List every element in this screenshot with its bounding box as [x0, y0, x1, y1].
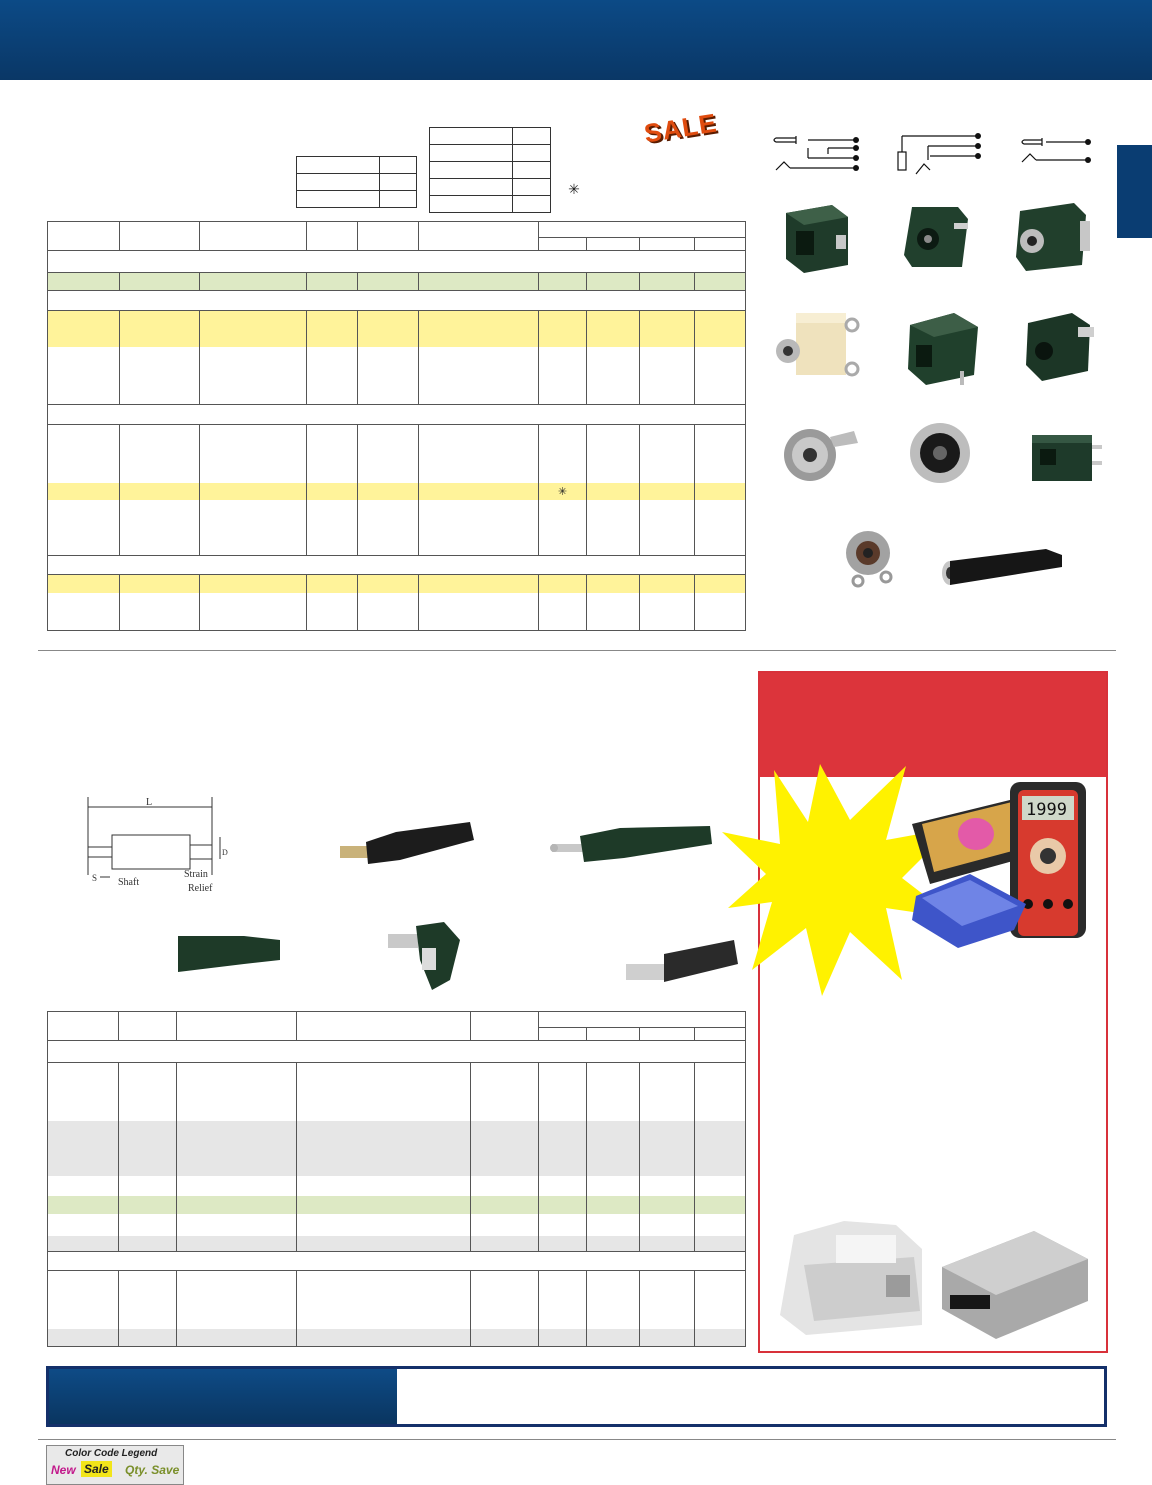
- multimeter-display: 1999: [1026, 800, 1067, 820]
- mini-table-left: [296, 156, 417, 208]
- table-row[interactable]: [48, 1271, 746, 1329]
- table-row[interactable]: [48, 575, 746, 593]
- section-side-tab[interactable]: [1117, 145, 1152, 238]
- section-row: [48, 251, 746, 273]
- plug-product-images: [140, 810, 750, 1000]
- printer-icon: [780, 1221, 922, 1335]
- table-row[interactable]: [48, 329, 746, 347]
- dc-jack-image-4: [908, 313, 978, 385]
- table-header-row: [48, 222, 746, 238]
- header-band: [0, 0, 1152, 80]
- starburst-icon: [722, 764, 954, 996]
- section-row: [48, 405, 746, 425]
- sale-badge: SALE: [642, 107, 720, 149]
- right-angle-plug-image: [388, 922, 460, 990]
- table-row[interactable]: [48, 347, 746, 405]
- legend-qty-save: Qty. Save: [125, 1463, 180, 1477]
- dc-jack-image-1: [786, 205, 848, 273]
- power-supply-icon: [942, 1231, 1088, 1339]
- table-row[interactable]: [48, 483, 746, 500]
- dim-s-label: S: [92, 873, 98, 883]
- stereo-jack-image: [776, 313, 858, 375]
- table-row[interactable]: [48, 500, 746, 556]
- note-star: ✳: [568, 181, 580, 197]
- legend-sale: Sale: [81, 1461, 112, 1477]
- jack-product-images: [770, 195, 1120, 595]
- table-row[interactable]: [48, 1063, 746, 1121]
- legend-new: New: [51, 1463, 76, 1477]
- relief-label: Relief: [188, 883, 213, 894]
- legend-title: Color Code Legend: [65, 1448, 158, 1459]
- table-row[interactable]: [48, 1214, 746, 1236]
- color-code-legend: [46, 1445, 184, 1485]
- mono-plug-image: [550, 826, 712, 862]
- dim-length-label: L: [146, 797, 153, 808]
- section-divider: [38, 650, 1116, 651]
- panel-jack-image-1: [784, 429, 858, 481]
- mini-table-right: [429, 127, 551, 213]
- table-header-row: [48, 1012, 746, 1028]
- section-row: [48, 556, 746, 575]
- strain-label: Strain: [184, 869, 208, 880]
- dc-jack-image-2: [904, 207, 968, 267]
- inline-jack-image: [942, 549, 1062, 585]
- table-row[interactable]: [48, 593, 746, 631]
- usb-hub-icon: [912, 874, 1026, 948]
- row-star: ✳: [539, 483, 587, 500]
- schematic-icon-2: [898, 136, 978, 174]
- promo-artwork: [722, 758, 1112, 1008]
- section-row: [48, 1041, 746, 1063]
- upper-product-table: [47, 221, 746, 631]
- lower-product-table: [47, 1011, 746, 1347]
- promo-bottom-artwork: [774, 1215, 1094, 1345]
- section-row: [48, 291, 746, 311]
- shaft-label: Shaft: [118, 877, 140, 888]
- footer-divider: [38, 1439, 1116, 1440]
- section-row: [48, 1252, 746, 1271]
- banner-label-block: [49, 1369, 397, 1424]
- table-row[interactable]: [48, 311, 746, 329]
- panel-jack-image-2: [910, 423, 970, 483]
- table-row[interactable]: [48, 1236, 746, 1252]
- table-row[interactable]: [48, 1329, 746, 1347]
- table-row[interactable]: [48, 273, 746, 291]
- inline-plug-image: [178, 936, 280, 972]
- table-row[interactable]: [48, 1121, 746, 1176]
- dc-jack-image-5: [1026, 313, 1094, 381]
- table-row[interactable]: [48, 1196, 746, 1214]
- dc-jack-image-6: [1032, 435, 1102, 481]
- schematic-icon-1: [774, 136, 856, 170]
- panel-jack-image-3: [846, 531, 891, 586]
- table-row[interactable]: [48, 425, 746, 483]
- dc-plug-image-1: [340, 822, 474, 864]
- pc-card-icon: [912, 798, 1024, 884]
- schematic-icon-3: [1022, 138, 1088, 162]
- table-row[interactable]: [48, 1176, 746, 1196]
- bottom-banner[interactable]: [46, 1366, 1107, 1427]
- dc-jack-image-3: [1016, 203, 1090, 271]
- dim-diameter-label: D: [222, 848, 228, 857]
- multimeter-icon: [1010, 782, 1086, 938]
- jack-schematics: [768, 130, 1108, 180]
